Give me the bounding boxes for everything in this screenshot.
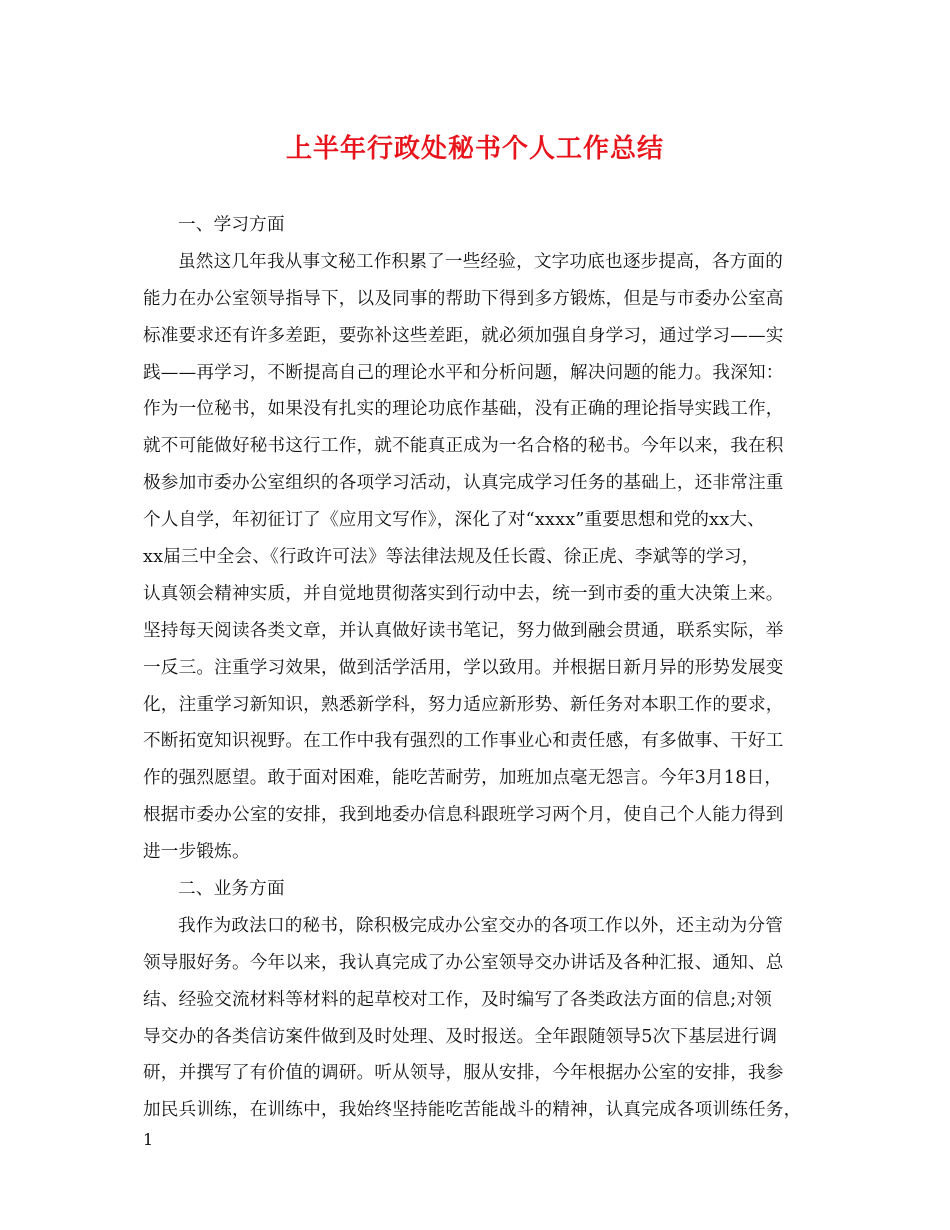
page-number: 1 <box>143 1130 154 1149</box>
text-line: 作的强烈愿望。敢于面对困难，能吃苦耐劳，加班加点毫无怨言。今年3月18日， <box>143 768 783 789</box>
text-line: 极参加市委办公室组织的各项学习活动，认真完成学习任务的基础上，还非常注重 <box>143 473 784 494</box>
text-line: 不断拓宽知识视野。在工作中我有强烈的工作事业心和责任感，有多做事、干好工 <box>143 731 784 752</box>
text-line: 标准要求还有许多差距，要弥补这些差距，就必须加强自身学习，通过学习——实 <box>143 325 784 346</box>
text-line: 认真领会精神实质，并自觉地贯彻落实到行动中去，统一到市委的重大决策上来。 <box>143 583 784 604</box>
text-line: 二、业务方面 <box>178 879 285 900</box>
text-line: 虽然这几年我从事文秘工作积累了一些经验，文字功底也逐步提高，各方面的 <box>178 251 783 272</box>
text-line: 研，并撰写了有价值的调研。听从领导，服从安排，今年根据办公室的安排，我参 <box>143 1063 784 1084</box>
text-line: xx届三中全会、《行政许可法》等法律法规及任长霞、徐正虎、李斌等的学习， <box>143 547 760 568</box>
text-line: 一、学习方面 <box>178 215 285 235</box>
text-line: 就不可能做好秘书这行工作，就不能真正成为一名合格的秘书。今年以来，我在积 <box>143 436 784 457</box>
text-line: 导交办的各类信访案件做到及时处理、及时报送。全年跟随领导5次下基层进行调 <box>143 1026 778 1047</box>
text-line: 能力在办公室领导指导下，以及同事的帮助下得到多方锻炼，但是与市委办公室高 <box>143 288 784 309</box>
document-title: 上半年行政处秘书个人工作总结 <box>285 134 664 164</box>
text-line: 作为一位秘书，如果没有扎实的理论功底作基础，没有正确的理论指导实践工作， <box>143 399 784 420</box>
text-line: 一反三。注重学习效果，做到活学活用，学以致用。并根据日新月异的形势发展变 <box>143 657 784 678</box>
text-line: 坚持每天阅读各类文章，并认真做好读书笔记，努力做到融会贯通，联系实际，举 <box>143 620 784 641</box>
text-line: 个人自学，年初征订了《应用文写作》，深化了对“xxxx”重要思想和党的xx大、 <box>143 510 765 531</box>
document-body <box>143 207 833 1129</box>
text-line: 践——再学习，不断提高自己的理论水平和分析问题，解决问题的能力。我深知： <box>143 362 784 383</box>
text-line: 加民兵训练，在训练中，我始终坚持能吃苦能战斗的精神，认真完成各项训练任务， <box>143 1100 802 1121</box>
text-line: 我作为政法口的秘书，除积极完成办公室交办的各项工作以外，还主动为分管 <box>178 915 783 936</box>
text-line: 领导服好务。今年以来，我认真完成了办公室领导交办讲话及各种汇报、通知、总 <box>143 952 784 973</box>
text-line: 进一步锻炼。 <box>143 842 250 863</box>
text-line: 化，注重学习新知识，熟悉新学科，努力适应新形势、新任务对本职工作的要求， <box>143 694 784 715</box>
text-line: 根据市委办公室的安排，我到地委办信息科跟班学习两个月，使自己个人能力得到 <box>143 805 784 826</box>
text-line: 结、经验交流材料等材料的起草校对工作，及时编写了各类政法方面的信息;对领 <box>143 989 772 1010</box>
